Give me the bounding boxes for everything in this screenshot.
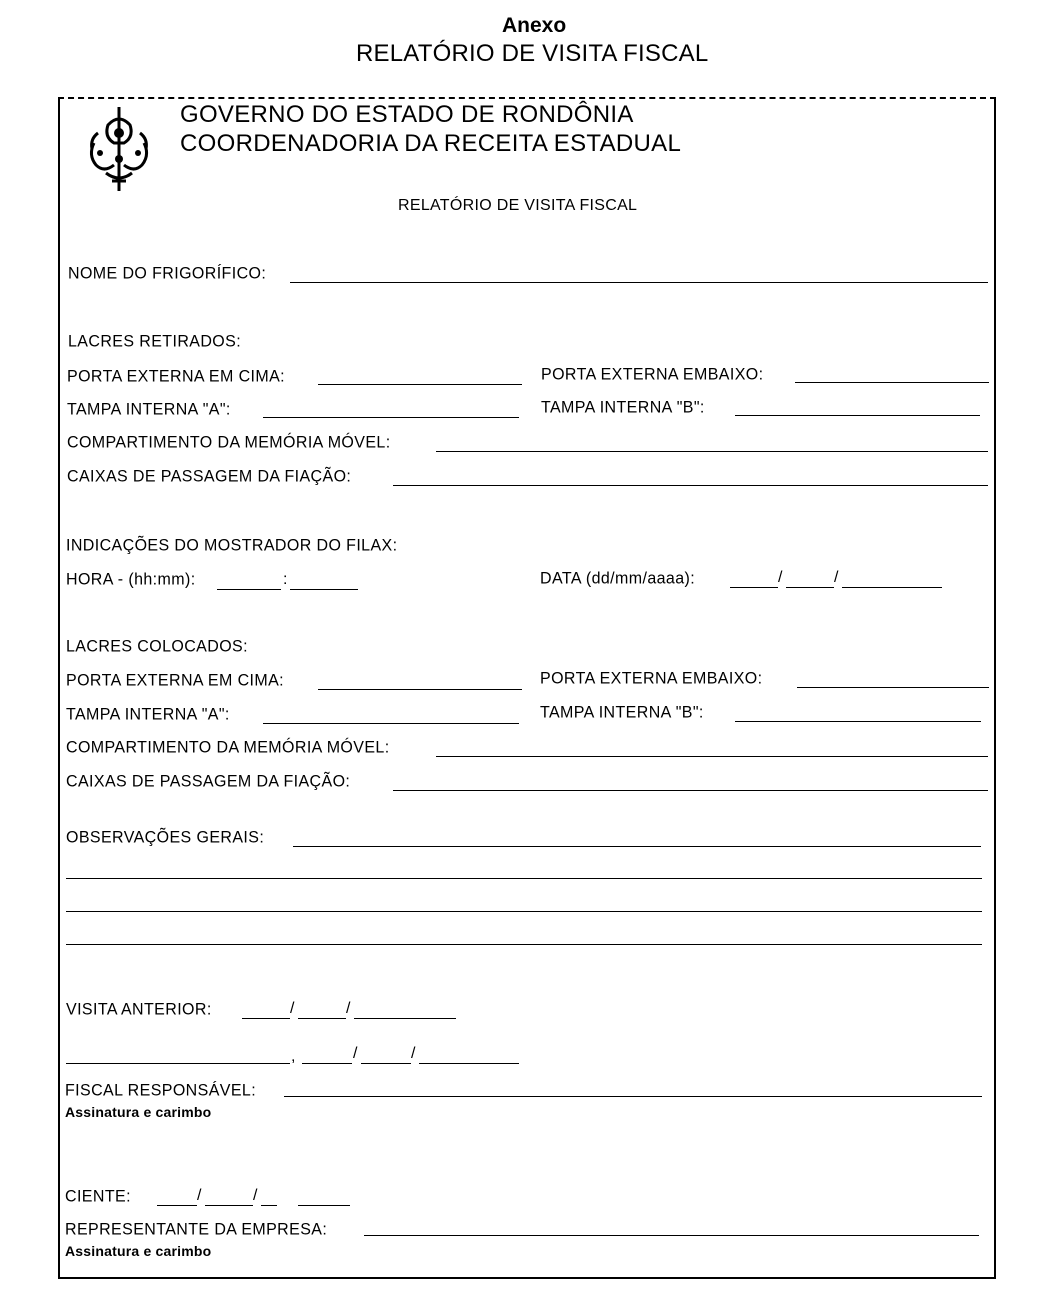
date-slash: / (290, 1000, 295, 1017)
company-representative-label: REPRESENTANTE DA EMPRESA: (65, 1221, 328, 1239)
previous-visit-month-field[interactable] (298, 1018, 346, 1019)
general-remarks-line[interactable] (66, 878, 982, 879)
date-label: DATA (dd/mm/aaaa): (540, 570, 696, 588)
acknowledged-day-field[interactable] (157, 1205, 197, 1206)
placed-top-door-field[interactable] (318, 689, 522, 690)
company-representative-signature-field[interactable] (364, 1235, 979, 1236)
signature-stamp-caption: Assinatura e carimbo (65, 1243, 212, 1259)
signature-date-day-field[interactable] (302, 1063, 352, 1064)
date-month-field[interactable] (786, 587, 834, 588)
general-remarks-line[interactable] (66, 911, 982, 912)
date-slash: / (778, 569, 783, 586)
placed-lid-b-label: TAMPA INTERNA "B": (540, 704, 704, 722)
tax-officer-signature-field[interactable] (284, 1096, 982, 1097)
removed-lid-a-field[interactable] (263, 417, 519, 418)
placed-memory-label: COMPARTIMENTO DA MEMÓRIA MÓVEL: (66, 739, 390, 757)
time-separator: : (283, 571, 288, 588)
placed-bottom-door-label: PORTA EXTERNA EMBAIXO: (540, 670, 763, 688)
placed-seals-heading: LACRES COLOCADOS: (66, 638, 248, 656)
date-slash: / (834, 569, 839, 586)
acknowledged-year-field[interactable] (298, 1205, 350, 1206)
placed-top-door-label: PORTA EXTERNA EM CIMA: (66, 672, 285, 690)
date-year-field[interactable] (842, 587, 942, 588)
placed-wiring-label: CAIXAS DE PASSAGEM DA FIAÇÃO: (66, 773, 351, 791)
removed-seals-heading: LACRES RETIRADOS: (68, 333, 242, 351)
date-day-field[interactable] (730, 587, 778, 588)
removed-top-door-field[interactable] (318, 384, 522, 385)
time-hours-field[interactable] (217, 589, 281, 590)
display-readings-heading: INDICAÇÕES DO MOSTRADOR DO FILAX: (66, 537, 398, 555)
placed-lid-b-field[interactable] (735, 721, 981, 722)
tax-officer-label: FISCAL RESPONSÁVEL: (65, 1082, 257, 1100)
removed-bottom-door-label: PORTA EXTERNA EMBAIXO: (541, 366, 764, 384)
placed-wiring-field[interactable] (393, 790, 988, 791)
removed-lid-a-label: TAMPA INTERNA "A": (67, 401, 231, 419)
signature-date-month-field[interactable] (361, 1063, 411, 1064)
acknowledged-month-field[interactable] (205, 1205, 253, 1206)
general-remarks-line[interactable] (66, 944, 982, 945)
time-minutes-field[interactable] (290, 589, 358, 590)
annex-label: Anexo (502, 14, 567, 37)
removed-memory-field[interactable] (436, 451, 988, 452)
slaughterhouse-name-field[interactable] (290, 282, 988, 283)
place-field[interactable] (66, 1063, 290, 1064)
coat-of-arms-icon (84, 103, 154, 195)
removed-memory-label: COMPARTIMENTO DA MEMÓRIA MÓVEL: (67, 434, 391, 452)
removed-lid-b-field[interactable] (735, 415, 980, 416)
removed-wiring-field[interactable] (393, 485, 988, 486)
government-name: GOVERNO DO ESTADO DE RONDÔNIA (180, 101, 634, 128)
general-remarks-field[interactable] (293, 846, 981, 847)
slaughterhouse-name-label: NOME DO FRIGORÍFICO: (68, 265, 267, 283)
date-slash: / (346, 1000, 351, 1017)
document-title: RELATÓRIO DE VISITA FISCAL (356, 40, 709, 67)
placed-lid-a-label: TAMPA INTERNA "A": (66, 706, 230, 724)
date-slash: / (353, 1045, 358, 1062)
time-label: HORA - (hh:mm): (66, 571, 196, 589)
form-subtitle: RELATÓRIO DE VISITA FISCAL (398, 197, 638, 214)
placed-memory-field[interactable] (436, 756, 988, 757)
date-slash: / (197, 1187, 202, 1204)
date-slash: / (253, 1187, 258, 1204)
placed-lid-a-field[interactable] (263, 723, 519, 724)
previous-visit-day-field[interactable] (242, 1018, 290, 1019)
agency-name: COORDENADORIA DA RECEITA ESTADUAL (180, 130, 682, 157)
signature-stamp-caption: Assinatura e carimbo (65, 1104, 212, 1120)
acknowledged-year-field[interactable] (261, 1205, 277, 1206)
previous-visit-label: VISITA ANTERIOR: (66, 1001, 212, 1019)
removed-bottom-door-field[interactable] (795, 382, 989, 383)
removed-top-door-label: PORTA EXTERNA EM CIMA: (67, 368, 286, 386)
removed-wiring-label: CAIXAS DE PASSAGEM DA FIAÇÃO: (67, 468, 352, 486)
removed-lid-b-label: TAMPA INTERNA "B": (541, 399, 705, 417)
general-remarks-label: OBSERVAÇÕES GERAIS: (66, 829, 265, 847)
signature-date-year-field[interactable] (419, 1063, 519, 1064)
acknowledged-label: CIENTE: (65, 1188, 131, 1206)
date-slash: / (411, 1045, 416, 1062)
placed-bottom-door-field[interactable] (797, 687, 989, 688)
place-separator: , (291, 1048, 296, 1065)
previous-visit-year-field[interactable] (354, 1018, 456, 1019)
